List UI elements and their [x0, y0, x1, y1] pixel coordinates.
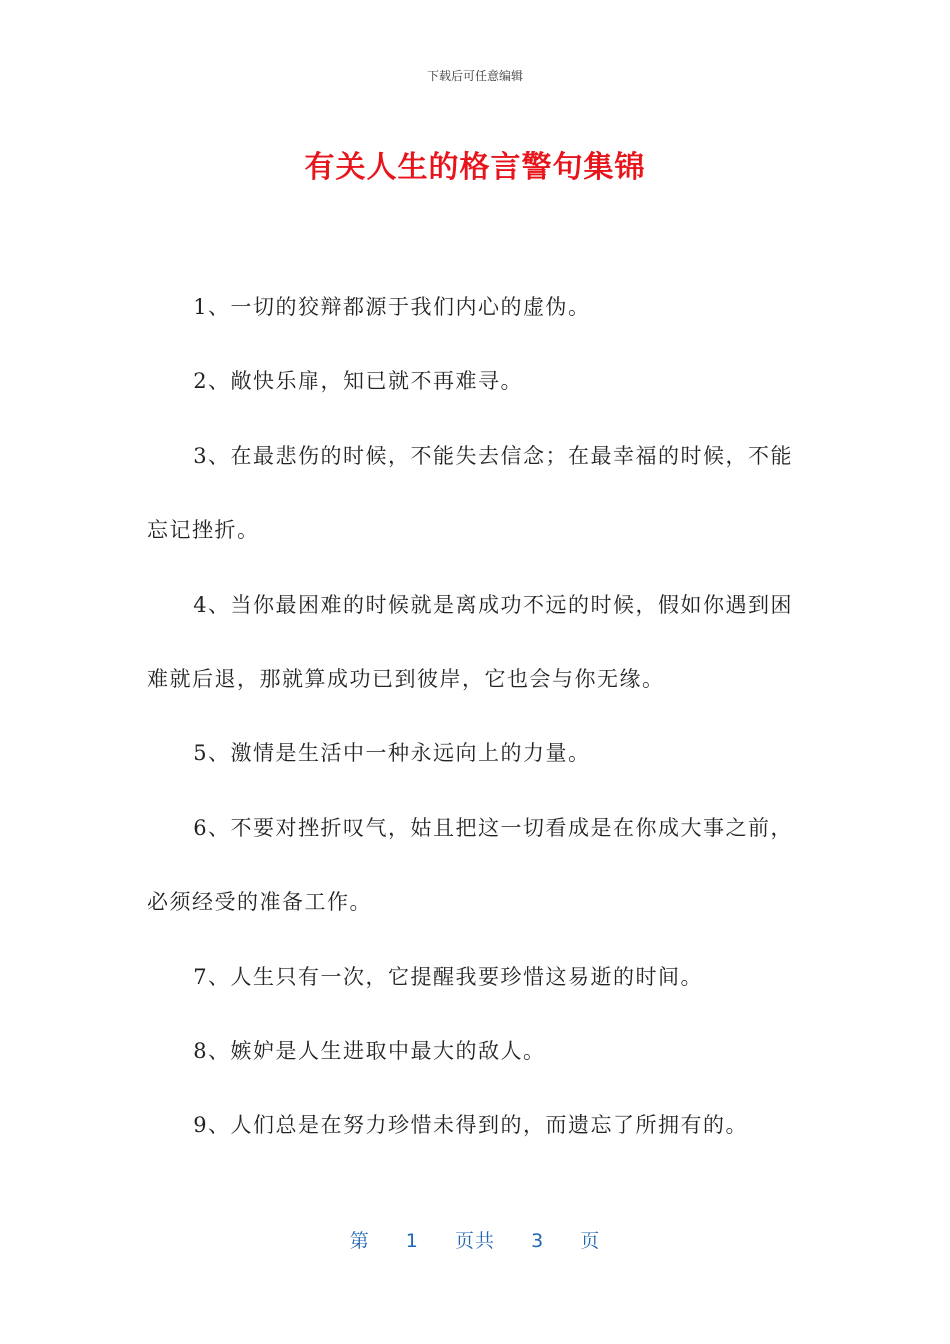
page-footer	[0, 1226, 950, 1253]
footer-current-page: 1	[405, 1230, 419, 1252]
footer-suffix: 页	[580, 1230, 601, 1252]
document-body	[147, 270, 807, 1163]
footer-total-pages: 3	[531, 1230, 545, 1252]
quote-paragraph-7: 7、人生只有一次，它提醒我要珍惜这易逝的时间。	[193, 964, 704, 989]
quote-paragraph-9: 9、人们总是在努力珍惜未得到的，而遗忘了所拥有的。	[193, 1113, 749, 1138]
quote-paragraph-5: 5、激情是生活中一种永远向上的力量。	[193, 741, 591, 766]
header-note: 下载后可任意编辑	[426, 69, 523, 83]
quote-paragraph-1: 1、一切的狡辩都源于我们内心的虚伪。	[193, 295, 591, 319]
quote-paragraph-8: 8、嫉妒是人生进取中最大的敌人。	[193, 1039, 546, 1064]
quote-paragraph-6: 6、不要对挫折叹气，姑且把这一切看成是在你成大事之前，必须经受的准备工作。	[147, 815, 794, 915]
footer-prefix: 第	[349, 1230, 370, 1252]
document-title: 有关人生的格言警句集锦	[304, 150, 646, 185]
quote-paragraph-3: 3、在最悲伤的时候，不能失去信念；在最幸福的时候，不能忘记挫折。	[147, 443, 794, 543]
quote-paragraph-2: 2、敞快乐扉，知已就不再难寻。	[193, 369, 524, 394]
quote-paragraph-4: 4、当你最困难的时候就是离成功不远的时候，假如你遇到困难就后退，那就算成功已到彼岸，它也会与你无缘。	[147, 592, 794, 692]
footer-middle: 页共	[454, 1230, 495, 1252]
